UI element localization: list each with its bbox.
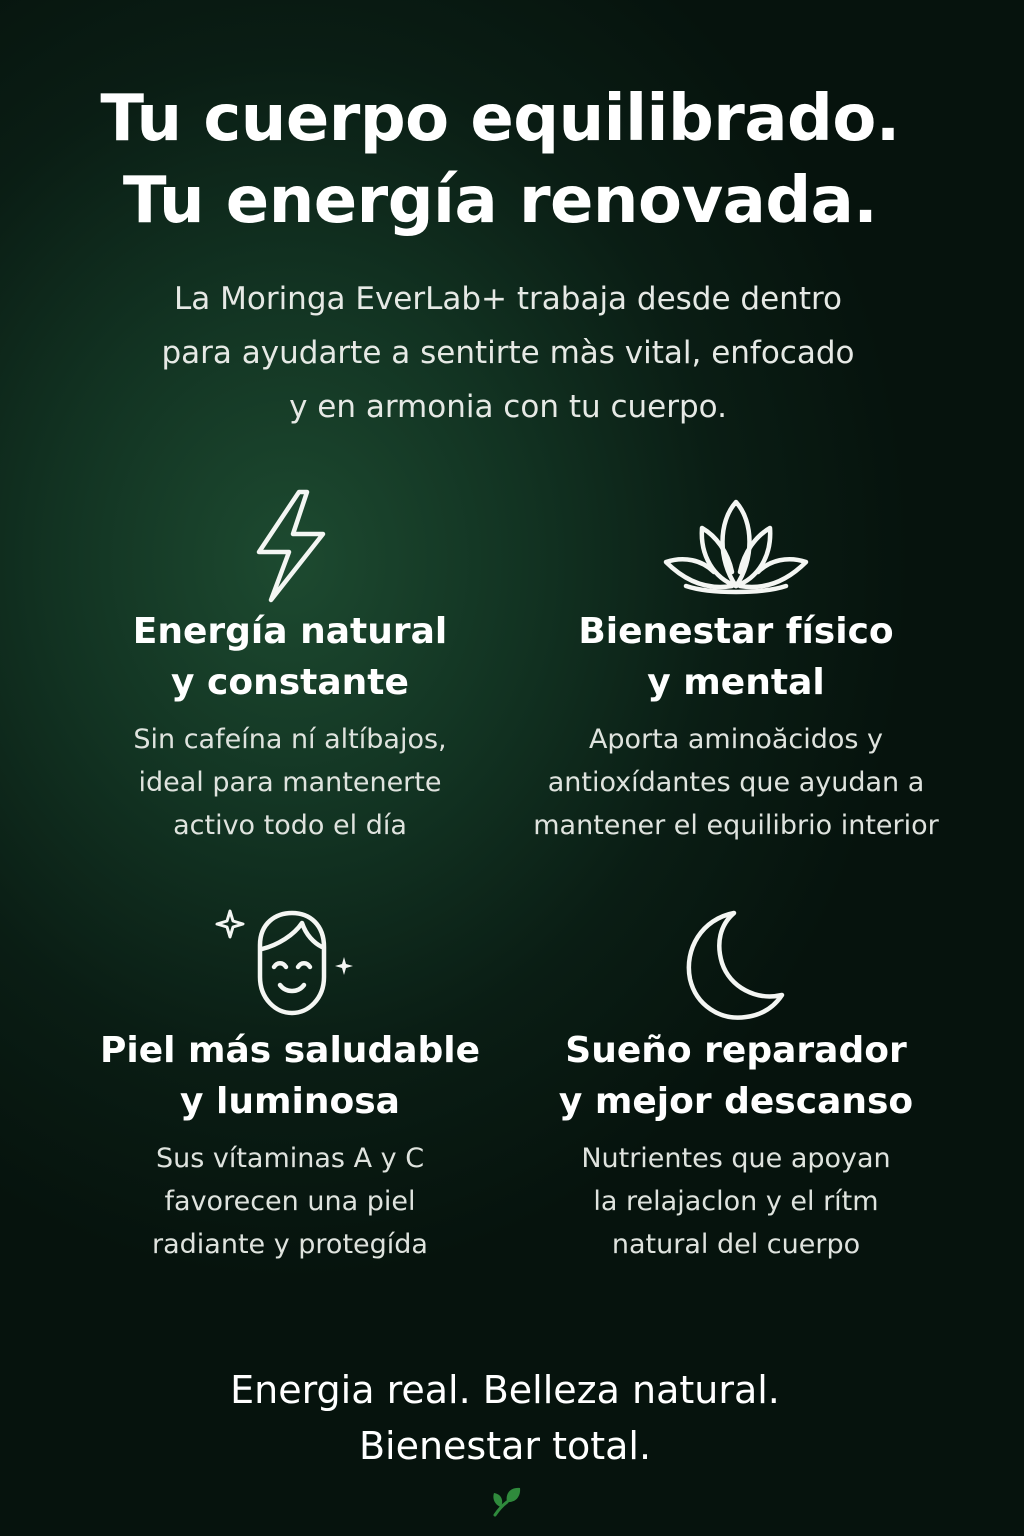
intro-text bbox=[0, 272, 1016, 434]
smiling-face-sparkles-icon bbox=[210, 905, 370, 1025]
closing-line-2: Bienestar total. bbox=[358, 1424, 652, 1468]
feature-wellbeing-title-line-2: y mental bbox=[647, 662, 825, 703]
feature-sleep-title bbox=[506, 1025, 966, 1127]
feature-energy-title-line-1: Energía natural bbox=[132, 611, 448, 652]
lightning-bolt-icon bbox=[235, 486, 345, 606]
feature-wellbeing-desc-line-1: Aporta aminoăcidos y bbox=[588, 724, 884, 755]
closing-tagline bbox=[0, 1362, 1010, 1530]
feature-wellbeing-desc-line-3: mantener el equilibrio interior bbox=[533, 810, 939, 841]
feature-energy-title bbox=[60, 606, 520, 708]
feature-energy-desc-line-1: Sin cafeína ní altíbajos, bbox=[133, 724, 447, 755]
feature-energy-description bbox=[60, 718, 520, 847]
feature-wellbeing-description bbox=[506, 718, 966, 847]
feature-skin-title-line-1: Piel más saludable bbox=[99, 1030, 481, 1071]
intro-line-3: y en armonia con tu cuerpo. bbox=[289, 389, 727, 425]
feature-wellbeing-title-line-1: Bienestar físico bbox=[578, 611, 894, 652]
feature-wellbeing-title bbox=[506, 606, 966, 708]
feature-skin-title bbox=[60, 1025, 520, 1127]
feature-skin-description bbox=[60, 1137, 520, 1266]
feature-energy-title-line-2: y constante bbox=[171, 662, 409, 703]
feature-energy-desc-line-3: activo todo el día bbox=[173, 810, 407, 841]
feature-energy bbox=[60, 486, 520, 847]
crescent-moon-icon bbox=[676, 905, 796, 1025]
feature-skin-desc-line-3: radiante y protegída bbox=[152, 1229, 428, 1260]
lotus-icon bbox=[656, 486, 816, 606]
closing-line-1: Energia real. Belleza natural. bbox=[230, 1368, 780, 1412]
intro-line-1: La Moringa EverLab+ trabaja desde dentro bbox=[173, 281, 842, 317]
feature-skin-title-line-2: y luminosa bbox=[180, 1081, 400, 1122]
feature-wellbeing-desc-line-2: antioxídantes que ayudan a bbox=[547, 767, 925, 798]
feature-skin-desc-line-1: Sus vítaminas A y C bbox=[155, 1143, 425, 1174]
feature-sleep bbox=[506, 905, 966, 1266]
feature-sleep-title-line-2: y mejor descanso bbox=[558, 1081, 914, 1122]
headline-line-2: Tu energía renovada. bbox=[122, 164, 878, 238]
feature-sleep-desc-line-2: la relajaclon y el rítm bbox=[593, 1186, 879, 1217]
leaf-sprout-icon bbox=[489, 1485, 523, 1519]
intro-line-2: para ayudarte a sentirte màs vital, enfocado bbox=[161, 335, 855, 371]
feature-sleep-title-line-1: Sueño reparador bbox=[565, 1030, 907, 1071]
feature-sleep-desc-line-1: Nutrientes que apoyan bbox=[581, 1143, 891, 1174]
headline-line-1: Tu cuerpo equilibrado. bbox=[100, 82, 900, 156]
headline bbox=[0, 78, 1000, 242]
feature-sleep-desc-line-3: natural del cuerpo bbox=[611, 1229, 861, 1260]
feature-skin bbox=[60, 905, 520, 1266]
feature-sleep-description bbox=[506, 1137, 966, 1266]
feature-energy-desc-line-2: ideal para mantenerte bbox=[138, 767, 442, 798]
feature-skin-desc-line-2: favorecen una piel bbox=[164, 1186, 416, 1217]
feature-wellbeing bbox=[506, 486, 966, 847]
closing-line-2-wrap bbox=[0, 1418, 1010, 1530]
